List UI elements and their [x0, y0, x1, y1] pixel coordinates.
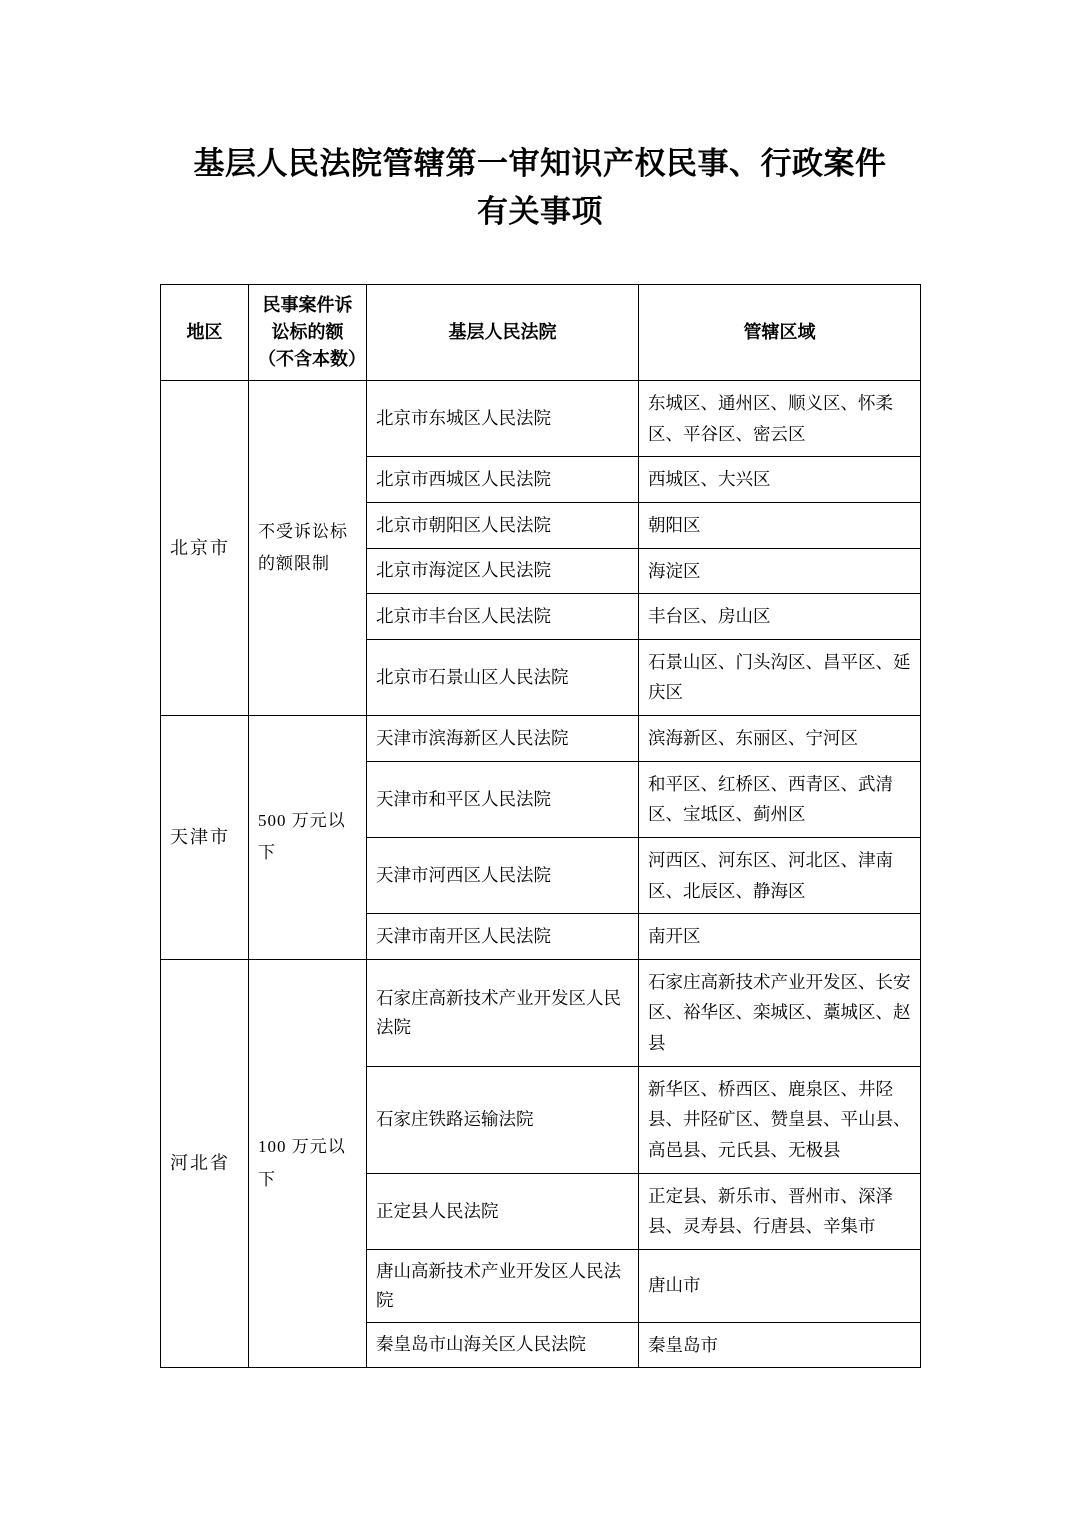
column-header-area: 管辖区域	[639, 285, 921, 381]
court-cell: 北京市丰台区人民法院	[367, 594, 639, 640]
area-cell: 正定县、新乐市、晋州市、深泽县、灵寿县、行唐县、辛集市	[639, 1173, 921, 1249]
court-cell: 天津市南开区人民法院	[367, 914, 639, 960]
court-cell: 北京市西城区人民法院	[367, 457, 639, 503]
area-cell: 南开区	[639, 914, 921, 960]
area-cell: 西城区、大兴区	[639, 457, 921, 503]
table-head	[161, 285, 921, 381]
court-cell: 秦皇岛市山海关区人民法院	[367, 1322, 639, 1368]
region-cell: 天津市	[161, 716, 249, 960]
court-cell: 北京市海淀区人民法院	[367, 548, 639, 594]
region-cell: 河北省	[161, 959, 249, 1367]
table-row	[161, 716, 921, 762]
court-cell: 天津市滨海新区人民法院	[367, 716, 639, 762]
area-cell: 秦皇岛市	[639, 1322, 921, 1368]
page-title	[0, 0, 1080, 236]
court-cell: 天津市河西区人民法院	[367, 837, 639, 913]
court-cell: 天津市和平区人民法院	[367, 761, 639, 837]
area-cell: 东城区、通州区、顺义区、怀柔区、平谷区、密云区	[639, 381, 921, 457]
table-row	[161, 959, 921, 1066]
region-cell: 北京市	[161, 381, 249, 716]
table-body	[161, 381, 921, 1368]
court-cell: 北京市朝阳区人民法院	[367, 502, 639, 548]
jurisdiction-table-wrapper	[160, 284, 920, 1368]
area-cell: 海淀区	[639, 548, 921, 594]
area-cell: 朝阳区	[639, 502, 921, 548]
area-cell: 河西区、河东区、河北区、津南区、北辰区、静海区	[639, 837, 921, 913]
table-row	[161, 381, 921, 457]
amount-cell: 不受诉讼标的额限制	[249, 381, 367, 716]
jurisdiction-table	[160, 284, 921, 1368]
court-cell: 石家庄铁路运输法院	[367, 1066, 639, 1173]
court-cell: 正定县人民法院	[367, 1173, 639, 1249]
area-cell: 石景山区、门头沟区、昌平区、延庆区	[639, 639, 921, 715]
area-cell: 和平区、红桥区、西青区、武清区、宝坻区、蓟州区	[639, 761, 921, 837]
area-cell: 唐山市	[639, 1249, 921, 1322]
amount-cell: 500 万元以下	[249, 716, 367, 960]
column-header-amount: 民事案件诉讼标的额（不含本数）	[249, 285, 367, 381]
court-cell: 唐山高新技术产业开发区人民法院	[367, 1249, 639, 1322]
column-header-region: 地区	[161, 285, 249, 381]
court-cell: 北京市东城区人民法院	[367, 381, 639, 457]
area-cell: 新华区、桥西区、鹿泉区、井陉县、井陉矿区、赞皇县、平山县、高邑县、元氏县、无极县	[639, 1066, 921, 1173]
area-cell: 滨海新区、东丽区、宁河区	[639, 716, 921, 762]
court-cell: 北京市石景山区人民法院	[367, 639, 639, 715]
court-cell: 石家庄高新技术产业开发区人民法院	[367, 959, 639, 1066]
page-title-line-2: 有关事项	[477, 194, 603, 230]
area-cell: 丰台区、房山区	[639, 594, 921, 640]
table-header-row	[161, 285, 921, 381]
page-title-line-1: 基层人民法院管辖第一审知识产权民事、行政案件	[193, 146, 887, 181]
column-header-court: 基层人民法院	[367, 285, 639, 381]
amount-cell: 100 万元以下	[249, 959, 367, 1367]
area-cell: 石家庄高新技术产业开发区、长安区、裕华区、栾城区、藁城区、赵县	[639, 959, 921, 1066]
